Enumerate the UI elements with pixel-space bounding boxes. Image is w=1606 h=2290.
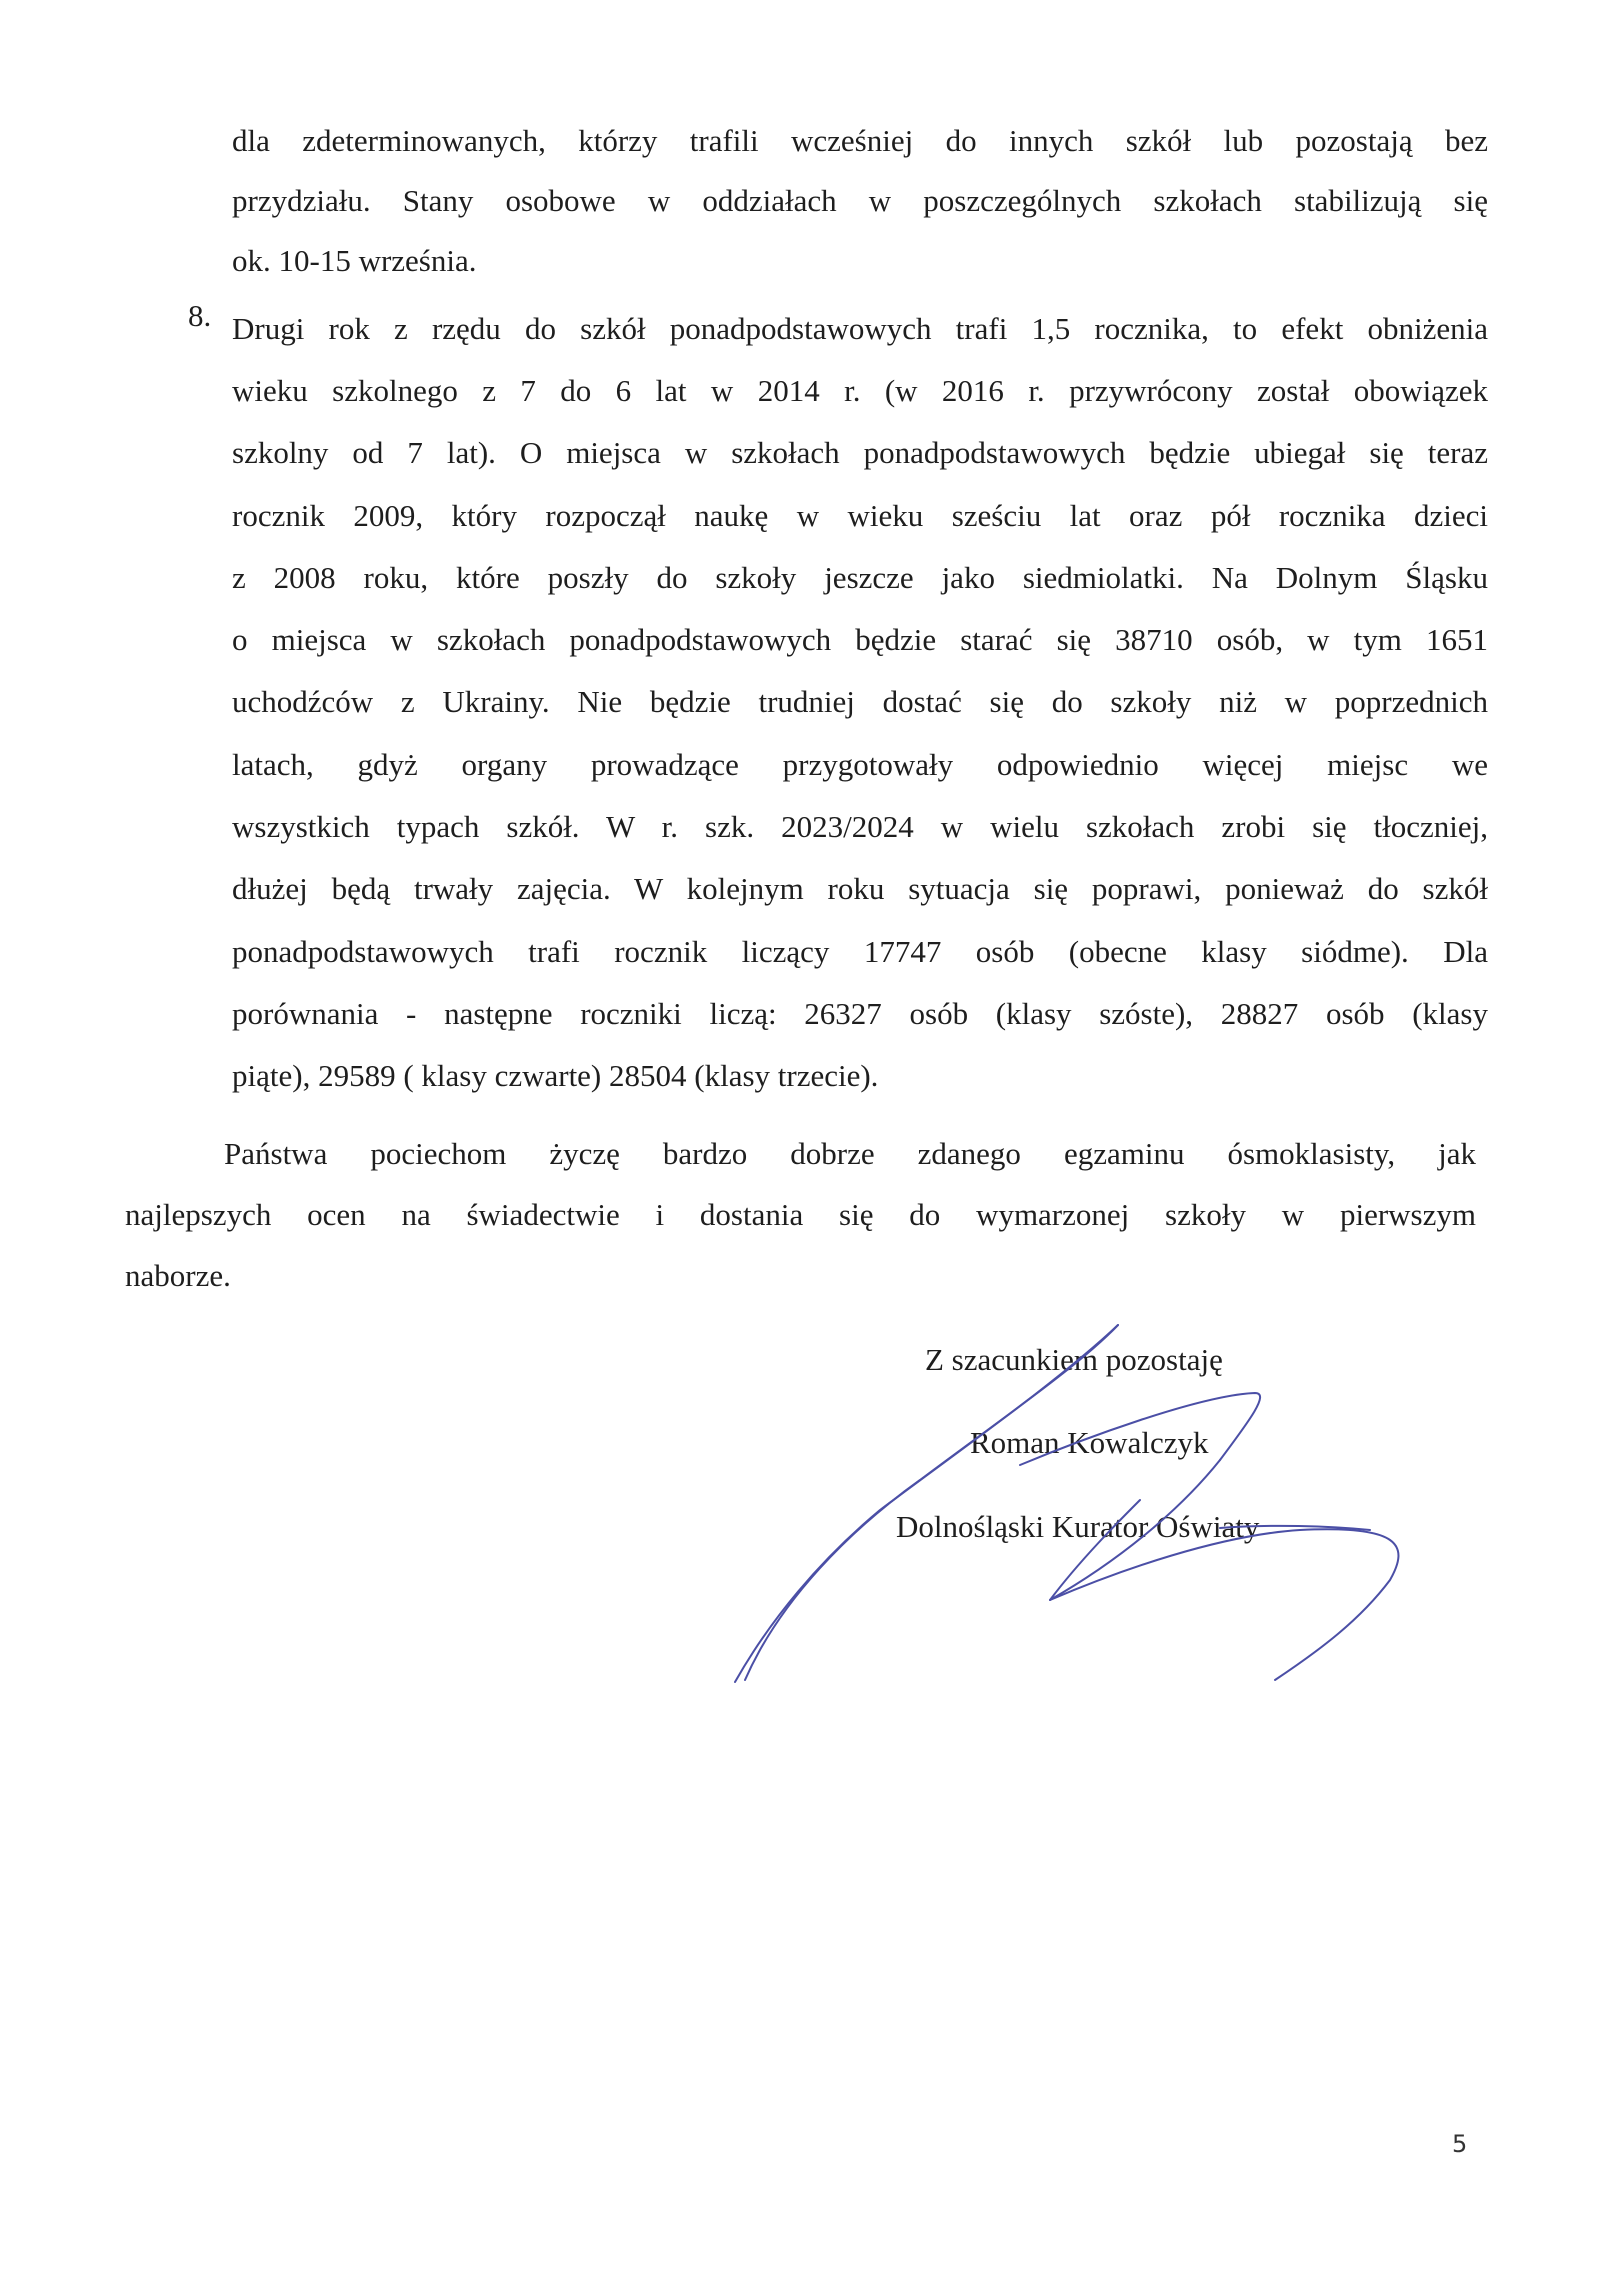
- text-line: Drugi rok z rzędu do szkół ponadpodstawowych trafi 1,5 rocznika, to efekt obniżenia: [232, 311, 1488, 346]
- signature-stroke: [1050, 1529, 1398, 1680]
- text-line: uchodźców z Ukrainy. Nie będzie trudniej dostać się do szkoły niż w poprzednich: [232, 684, 1488, 719]
- text-line: latach, gdyż organy prowadzące przygotowały odpowiednio więcej miejsc we: [232, 747, 1488, 782]
- text-line: dla zdeterminowanych, którzy trafili wcześniej do innych szkół lub pozostają bez: [232, 123, 1488, 158]
- list-number: 8.: [188, 298, 212, 333]
- text-line: z 2008 roku, które poszły do szkoły jeszcze jako siedmiolatki. Na Dolnym Śląsku: [232, 560, 1488, 595]
- signatory-title: Dolnośląski Kurator Oświaty: [896, 1509, 1260, 1544]
- salutation: Z szacunkiem pozostaję: [925, 1342, 1223, 1377]
- text-line: przydziału. Stany osobowe w oddziałach w poszczególnych szkołach stabilizują się: [232, 183, 1488, 218]
- text-line: rocznik 2009, który rozpoczął naukę w wieku sześciu lat oraz pół rocznika dzieci: [232, 498, 1488, 533]
- text-line: dłużej będą trwały zajęcia. W kolejnym roku sytuacja się poprawi, ponieważ do szkół: [232, 871, 1488, 906]
- text-line: szkolny od 7 lat). O miejsca w szkołach ponadpodstawowych będzie ubiegał się teraz: [232, 435, 1488, 470]
- text-line: porównania - następne roczniki liczą: 26327 osób (klasy szóste), 28827 osób (klasy: [232, 996, 1488, 1031]
- text-line: o miejsca w szkołach ponadpodstawowych będzie starać się 38710 osób, w tym 1651: [232, 622, 1488, 657]
- text-line: Państwa pociechom życzę bardzo dobrze zdanego egzaminu ósmoklasisty, jak: [224, 1136, 1476, 1171]
- text-line: wieku szkolnego z 7 do 6 lat w 2014 r. (w 2016 r. przywrócony został obowiązek: [232, 373, 1488, 408]
- text-line: ok. 10-15 września.: [232, 243, 477, 278]
- text-line: naborze.: [125, 1258, 231, 1293]
- page-number: 5: [1452, 2130, 1468, 2158]
- text-line: piąte), 29589 ( klasy czwarte) 28504 (klasy trzecie).: [232, 1058, 879, 1093]
- signatory-name: Roman Kowalczyk: [970, 1425, 1209, 1460]
- text-line: wszystkich typach szkół. W r. szk. 2023/2024 w wielu szkołach zrobi się tłoczniej,: [232, 809, 1488, 844]
- text-line: ponadpodstawowych trafi rocznik liczący 17747 osób (obecne klasy siódme). Dla: [232, 934, 1488, 969]
- text-line: najlepszych ocen na świadectwie i dostania się do wymarzonej szkoły w pierwszym: [125, 1197, 1476, 1232]
